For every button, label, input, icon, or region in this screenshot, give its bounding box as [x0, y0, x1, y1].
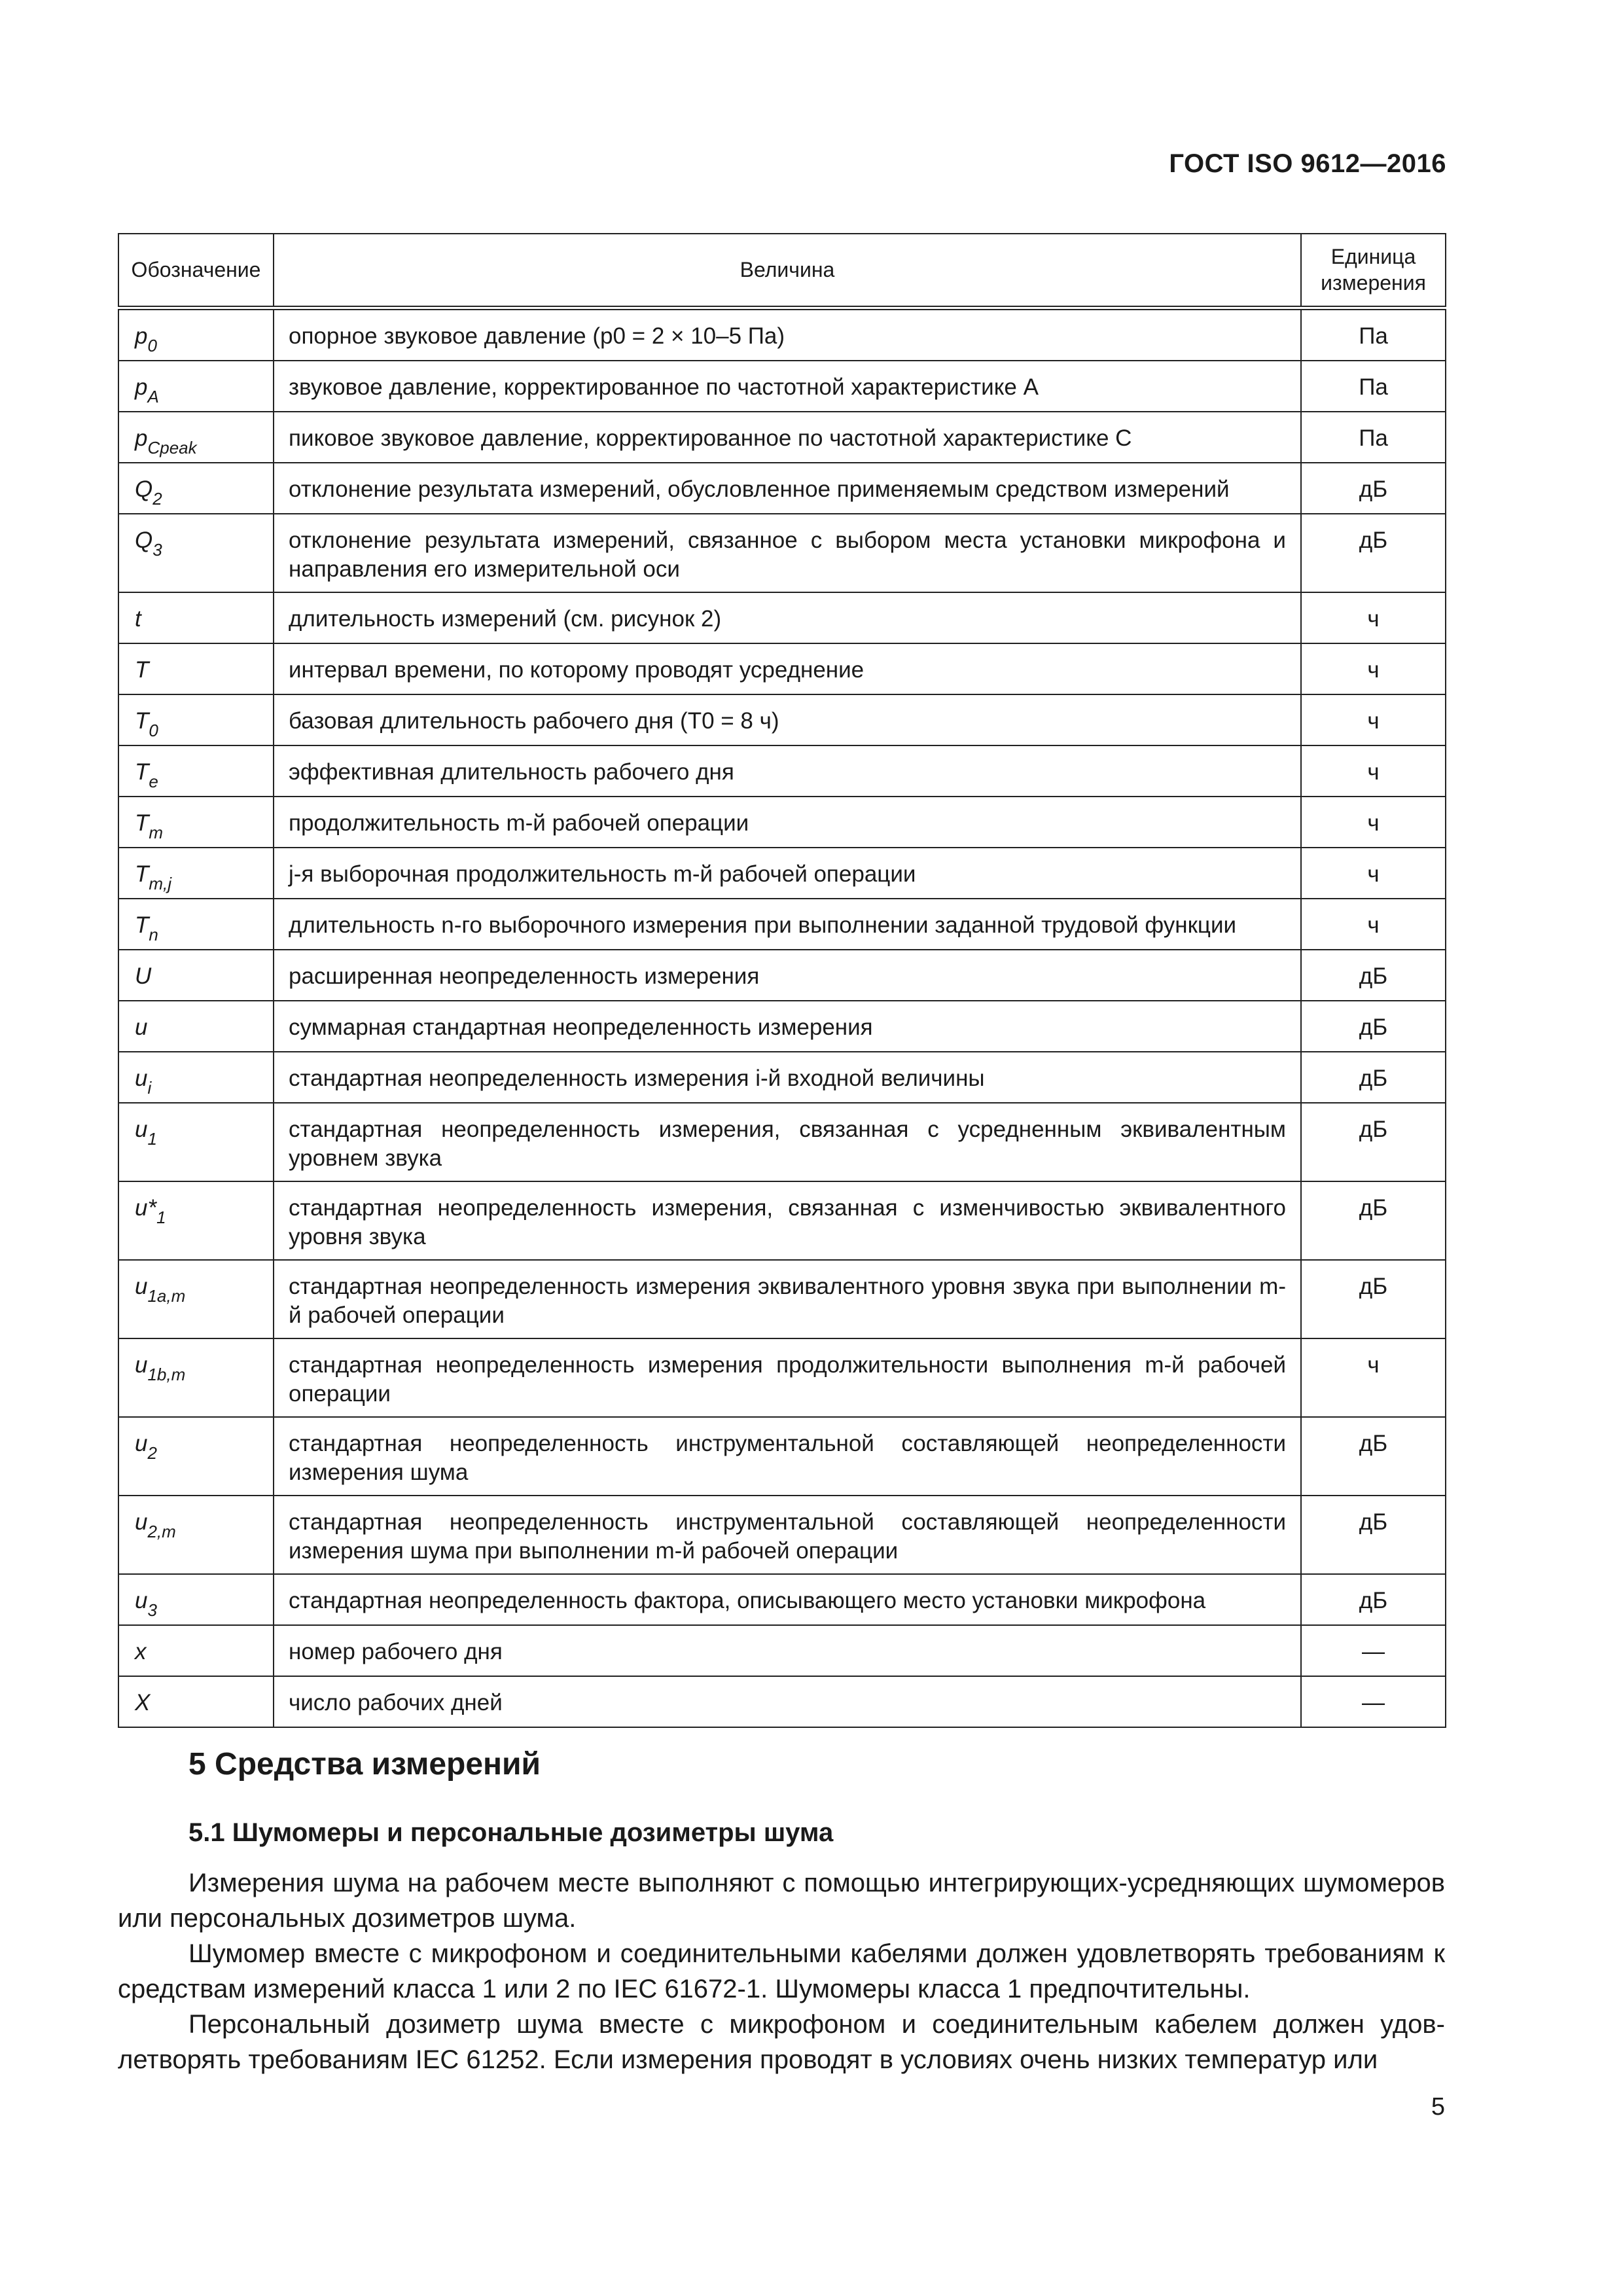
symbol-text: p	[135, 425, 148, 451]
symbol-text: u	[135, 1065, 148, 1091]
symbol-subscript: n	[149, 924, 158, 944]
unit-cell: ч	[1301, 1338, 1446, 1417]
symbol-subscript: A	[147, 386, 159, 406]
quantity-cell: интервал времени, по которому проводят усреднение	[274, 643, 1301, 694]
symbol-cell	[118, 745, 274, 797]
symbol-cell	[118, 1001, 274, 1052]
symbol-cell	[118, 1417, 274, 1496]
table-row	[118, 1574, 1446, 1625]
symbol-subscript: i	[147, 1077, 152, 1098]
symbol-text: T	[135, 759, 149, 785]
unit-cell: ч	[1301, 745, 1446, 797]
unit-cell: дБ	[1301, 950, 1446, 1001]
table-row	[118, 899, 1446, 950]
quantity-cell: стандартная неопределенность измерения продолжительности выполнения m-й рабочей операции	[274, 1338, 1301, 1417]
quantity-cell: продолжительность m-й рабочей операции	[274, 797, 1301, 848]
unit-cell: дБ	[1301, 1103, 1446, 1181]
symbol-cell	[118, 308, 274, 361]
unit-cell: ч	[1301, 899, 1446, 950]
quantity-cell: базовая длительность рабочего дня (T0 = 8 ч)	[274, 694, 1301, 745]
quantity-cell: стандартная неопределенность измерения i-й входной величины	[274, 1052, 1301, 1103]
symbol-text: u	[135, 1509, 148, 1535]
symbol-cell	[118, 1260, 274, 1338]
document-id: ГОСТ ISO 9612—2016	[1169, 149, 1446, 178]
unit-cell: дБ	[1301, 1496, 1446, 1574]
symbol-cell	[118, 361, 274, 412]
quantity-cell: стандартная неопределенность измерения эквивалентного уровня звука при выполнении m-й рабочей операции	[274, 1260, 1301, 1338]
symbol-cell	[118, 1181, 274, 1260]
symbol-cell	[118, 514, 274, 592]
table-row	[118, 950, 1446, 1001]
table-header-row	[118, 234, 1446, 308]
paragraph: Шумомер вместе с микрофоном и соединительными кабелями должен удовлетворять требованиям к средствам измерений класса 1 или 2 по IEC 61672-1. Шумомеры класса 1 предпочтительны.	[118, 1939, 1445, 2003]
symbol-text: T	[135, 810, 149, 836]
symbol-text: T	[135, 861, 149, 887]
table-row	[118, 694, 1446, 745]
table-row	[118, 643, 1446, 694]
unit-cell: дБ	[1301, 514, 1446, 592]
symbols-table	[118, 233, 1446, 1728]
quantity-cell: расширенная неопределенность измерения	[274, 950, 1301, 1001]
quantity-cell: стандартная неопределенность инструментальной составляющей неопределенности измерения шума	[274, 1417, 1301, 1496]
unit-cell: ч	[1301, 694, 1446, 745]
unit-cell: дБ	[1301, 1052, 1446, 1103]
unit-cell: дБ	[1301, 1260, 1446, 1338]
symbol-text: Q	[135, 476, 153, 502]
symbol-text: p	[135, 374, 148, 400]
symbol-subscript: 3	[152, 539, 162, 560]
symbol-subscript: 0	[147, 335, 157, 355]
table-row	[118, 1181, 1446, 1260]
unit-cell: дБ	[1301, 1001, 1446, 1052]
symbol-cell	[118, 1052, 274, 1103]
unit-cell: ч	[1301, 592, 1446, 643]
table-row	[118, 1338, 1446, 1417]
page-number: 5	[1431, 2093, 1445, 2121]
symbol-cell	[118, 412, 274, 463]
symbol-text: x	[135, 1638, 147, 1664]
symbol-text: p	[135, 323, 148, 349]
quantity-cell: стандартная неопределенность измерения, связанная с усредненным эквивалентным уровнем звука	[274, 1103, 1301, 1181]
quantity-cell: звуковое давление, корректированное по частотной характеристике А	[274, 361, 1301, 412]
column-header-quantity: Величина	[274, 234, 1301, 308]
quantity-cell: длительность n-го выборочного измерения при выполнении заданной трудовой функции	[274, 899, 1301, 950]
unit-cell: Па	[1301, 361, 1446, 412]
symbol-subscript: Cpeak	[147, 437, 197, 457]
symbol-cell	[118, 797, 274, 848]
unit-cell: —	[1301, 1676, 1446, 1727]
symbol-text: u	[135, 1430, 148, 1456]
quantity-cell: пиковое звуковое давление, корректированное по частотной характеристике С	[274, 412, 1301, 463]
symbol-text: T	[135, 708, 149, 734]
symbol-text: Q	[135, 527, 153, 553]
symbol-text: u	[135, 1116, 148, 1142]
quantity-cell: суммарная стандартная неопределенность измерения	[274, 1001, 1301, 1052]
quantity-cell: стандартная неопределенность фактора, описывающего место установки микрофона	[274, 1574, 1301, 1625]
table-row	[118, 463, 1446, 514]
symbol-subscript: 2	[152, 488, 162, 509]
quantity-cell: отклонение результата измерений, обусловленное применяемым средством измерений	[274, 463, 1301, 514]
unit-cell: ч	[1301, 643, 1446, 694]
symbol-cell	[118, 1574, 274, 1625]
symbol-cell	[118, 950, 274, 1001]
symbol-cell	[118, 1625, 274, 1676]
symbol-cell	[118, 592, 274, 643]
symbol-text: t	[135, 605, 141, 632]
unit-cell: дБ	[1301, 1574, 1446, 1625]
unit-cell: дБ	[1301, 1181, 1446, 1260]
table-row	[118, 1001, 1446, 1052]
symbol-cell	[118, 1103, 274, 1181]
table-row	[118, 1260, 1446, 1338]
table-row	[118, 1417, 1446, 1496]
symbol-cell	[118, 1496, 274, 1574]
symbol-subscript: 2	[147, 1443, 157, 1463]
symbol-cell	[118, 899, 274, 950]
symbol-subscript: 0	[149, 720, 158, 740]
symbol-text: u	[135, 1587, 148, 1613]
quantity-cell: опорное звуковое давление (p0 = 2 × 10–5 Па)	[274, 308, 1301, 361]
quantity-cell: длительность измерений (см. рисунок 2)	[274, 592, 1301, 643]
symbol-text: u*	[135, 1194, 157, 1221]
paragraph: Персональный дозиметр шума вместе с микрофоном и соединительным кабелем должен удовлетворять требованиям IEC 61252. Если измерения проводят в условиях очень низких температур или	[118, 2010, 1445, 2074]
table-row	[118, 1625, 1446, 1676]
symbol-subscript: 3	[147, 1600, 157, 1620]
table-row	[118, 308, 1446, 361]
table-row	[118, 745, 1446, 797]
symbol-cell	[118, 463, 274, 514]
quantity-cell: j-я выборочная продолжительность m-й рабочей операции	[274, 848, 1301, 899]
symbol-subscript: 1	[147, 1128, 157, 1149]
table-row	[118, 848, 1446, 899]
table-row	[118, 514, 1446, 592]
table-row	[118, 797, 1446, 848]
symbol-cell	[118, 694, 274, 745]
quantity-cell: стандартная неопределенность инструментальной составляющей неопределенности измерения шума при выполнении m-й рабочей операции	[274, 1496, 1301, 1574]
column-header-unit: Единица измерения	[1301, 234, 1446, 308]
quantity-cell: эффективная длительность рабочего дня	[274, 745, 1301, 797]
table-row	[118, 1103, 1446, 1181]
symbol-cell	[118, 1338, 274, 1417]
quantity-cell: число рабочих дней	[274, 1676, 1301, 1727]
symbol-cell	[118, 1676, 274, 1727]
unit-cell: ч	[1301, 797, 1446, 848]
table-row	[118, 412, 1446, 463]
unit-cell: дБ	[1301, 1417, 1446, 1496]
symbol-subscript: e	[149, 771, 158, 791]
symbol-subscript: 1	[156, 1207, 166, 1227]
symbol-text: T	[135, 912, 149, 938]
symbol-subscript: 1b,m	[147, 1364, 186, 1384]
quantity-cell: номер рабочего дня	[274, 1625, 1301, 1676]
table-row	[118, 361, 1446, 412]
table-row	[118, 1676, 1446, 1727]
paragraph: Измерения шума на рабочем месте выполняют с помощью интегрирующих-усредняющих шумомеров или персональных дозиметров шума.	[118, 1869, 1445, 1933]
subsection-title: 5.1 Шумомеры и персональные дозиметры шума	[188, 1818, 834, 1847]
section-body	[118, 1865, 1445, 2077]
symbol-text: u	[135, 1352, 148, 1378]
quantity-cell: стандартная неопределенность измерения, связанная с изменчивостью эквивалентного уровня звука	[274, 1181, 1301, 1260]
symbol-text: X	[135, 1689, 151, 1715]
unit-cell: Па	[1301, 412, 1446, 463]
symbol-text: u	[135, 1014, 148, 1040]
quantity-cell: отклонение результата измерений, связанное с выбором места установки микрофона и направления его измерительной оси	[274, 514, 1301, 592]
table-row	[118, 1496, 1446, 1574]
symbol-text: U	[135, 963, 152, 989]
symbol-subscript: m	[149, 822, 164, 842]
symbol-subscript: 2,m	[147, 1521, 176, 1541]
symbol-cell	[118, 643, 274, 694]
symbol-text: u	[135, 1273, 148, 1299]
symbol-cell	[118, 848, 274, 899]
unit-cell: —	[1301, 1625, 1446, 1676]
unit-cell: дБ	[1301, 463, 1446, 514]
unit-cell: ч	[1301, 848, 1446, 899]
symbol-subscript: m,j	[149, 873, 172, 893]
section-title: 5 Средства измерений	[188, 1747, 541, 1782]
table-row	[118, 1052, 1446, 1103]
table-row	[118, 592, 1446, 643]
column-header-symbol: Обозначение	[118, 234, 274, 308]
unit-cell: Па	[1301, 308, 1446, 361]
symbol-text: T	[135, 656, 149, 683]
symbol-subscript: 1a,m	[147, 1285, 186, 1306]
